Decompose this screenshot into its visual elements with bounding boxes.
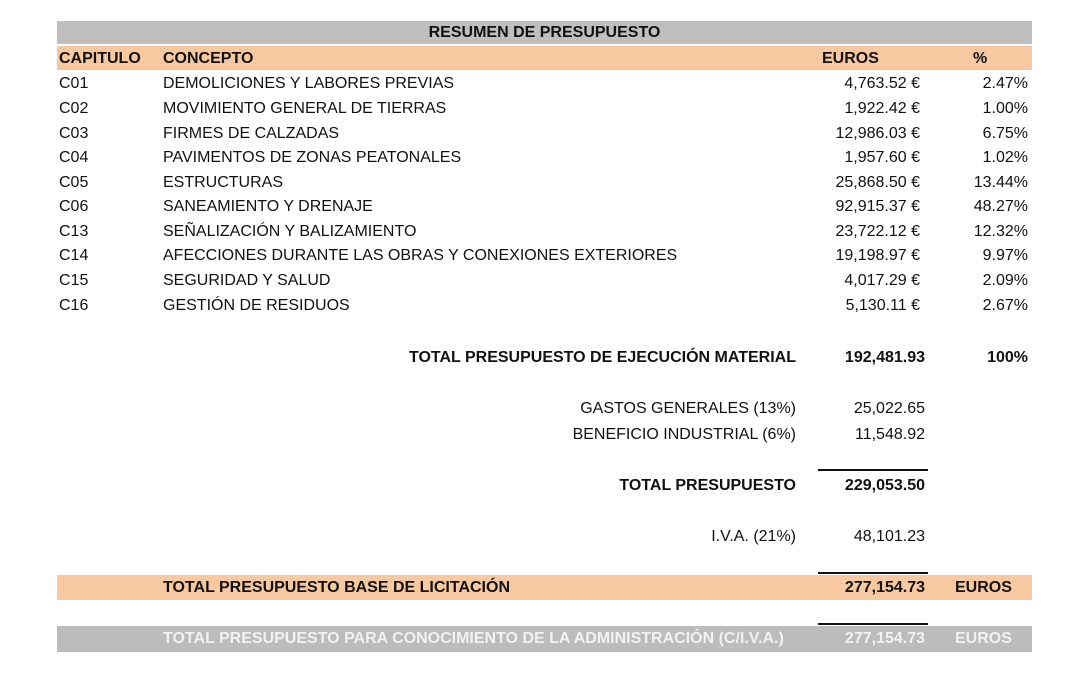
row-code: C13 — [59, 223, 89, 240]
gastos-label: GASTOS GENERALES (13%) — [580, 400, 796, 417]
row-pct: 48.27% — [973, 198, 1028, 215]
administracion-value: 277,154.73 — [844, 630, 925, 647]
row-concept: SANEAMIENTO Y DRENAJE — [163, 198, 373, 215]
iva-label: I.V.A. (21%) — [711, 528, 796, 545]
row-euros: 4,763.52 € — [844, 75, 920, 92]
row-pct: 2.67% — [982, 297, 1028, 314]
row-concept: SEGURIDAD Y SALUD — [163, 272, 331, 289]
row-code: C03 — [59, 125, 89, 142]
licitacion-value: 277,154.73 — [844, 579, 925, 596]
row-euros: 4,017.29 € — [844, 272, 920, 289]
row-pct: 12.32% — [973, 223, 1028, 240]
row-euros: 1,922.42 € — [844, 100, 920, 117]
row-concept: GESTIÓN DE RESIDUOS — [163, 297, 350, 314]
row-concept: AFECCIONES DURANTE LAS OBRAS Y CONEXIONES EXTERIORES — [163, 247, 678, 264]
row-pct: 1.02% — [982, 149, 1028, 166]
row-concept: MOVIMIENTO GENERAL DE TIERRAS — [163, 100, 447, 117]
table-row — [0, 245, 1080, 267]
table-row — [0, 98, 1080, 120]
pem-value: 192,481.93 — [844, 349, 925, 366]
row-euros: 12,986.03 € — [835, 125, 920, 142]
row-code: C06 — [59, 198, 89, 215]
administracion-unit: EUROS — [955, 630, 1012, 647]
total-value: 229,053.50 — [844, 477, 925, 494]
row-code: C01 — [59, 75, 89, 92]
gastos-value: 25,022.65 — [853, 400, 925, 417]
table-row — [0, 270, 1080, 292]
row-code: C14 — [59, 247, 89, 264]
pem-pct: 100% — [987, 349, 1028, 366]
header-euros: EUROS — [822, 50, 879, 67]
row-code: C15 — [59, 272, 89, 289]
row-pct: 2.47% — [982, 75, 1028, 92]
table-row — [0, 73, 1080, 95]
licitacion-unit: EUROS — [955, 579, 1012, 596]
total-rule — [818, 469, 928, 471]
row-euros: 23,722.12 € — [835, 223, 920, 240]
total-label: TOTAL PRESUPUESTO — [619, 477, 796, 494]
licitacion-rule — [818, 572, 928, 574]
row-code: C04 — [59, 149, 89, 166]
header-concepto: CONCEPTO — [163, 50, 254, 67]
table-title: RESUMEN DE PRESUPUESTO — [428, 24, 661, 41]
row-pct: 1.00% — [982, 100, 1028, 117]
administracion-label: TOTAL PRESUPUESTO PARA CONOCIMIENTO DE LA ADMINISTRACIÓN (C/I.V.A.) — [163, 630, 784, 647]
row-euros: 92,915.37 € — [835, 198, 920, 215]
beneficio-value: 11,548.92 — [855, 426, 925, 443]
administracion-rule — [818, 623, 928, 625]
row-code: C05 — [59, 174, 89, 191]
row-euros: 5,130.11 € — [845, 297, 920, 314]
header-pct: % — [973, 50, 988, 67]
row-pct: 13.44% — [973, 174, 1028, 191]
row-pct: 6.75% — [982, 125, 1028, 142]
row-concept: ESTRUCTURAS — [163, 174, 284, 191]
row-code: C16 — [59, 297, 89, 314]
row-euros: 25,868.50 € — [835, 174, 920, 191]
table-row — [0, 147, 1080, 169]
table-row — [0, 295, 1080, 317]
table-row — [0, 123, 1080, 145]
header-capitulo: CAPITULO — [59, 50, 141, 67]
row-euros: 19,198.97 € — [835, 247, 920, 264]
table-row — [0, 172, 1080, 194]
row-pct: 2.09% — [982, 272, 1028, 289]
row-concept: SEÑALIZACIÓN Y BALIZAMIENTO — [163, 223, 417, 240]
row-concept: PAVIMENTOS DE ZONAS PEATONALES — [163, 149, 462, 166]
row-pct: 9.97% — [982, 247, 1028, 264]
licitacion-label: TOTAL PRESUPUESTO BASE DE LICITACIÓN — [163, 579, 510, 596]
table-row — [0, 196, 1080, 218]
row-code: C02 — [59, 100, 89, 117]
beneficio-label: BENEFICIO INDUSTRIAL (6%) — [572, 426, 796, 443]
row-concept: FIRMES DE CALZADAS — [163, 125, 340, 142]
row-concept: DEMOLICIONES Y LABORES PREVIAS — [163, 75, 455, 92]
row-euros: 1,957.60 € — [844, 149, 920, 166]
table-row — [0, 221, 1080, 243]
pem-label: TOTAL PRESUPUESTO DE EJECUCIÓN MATERIAL — [408, 349, 796, 366]
iva-value: 48,101.23 — [853, 528, 925, 545]
